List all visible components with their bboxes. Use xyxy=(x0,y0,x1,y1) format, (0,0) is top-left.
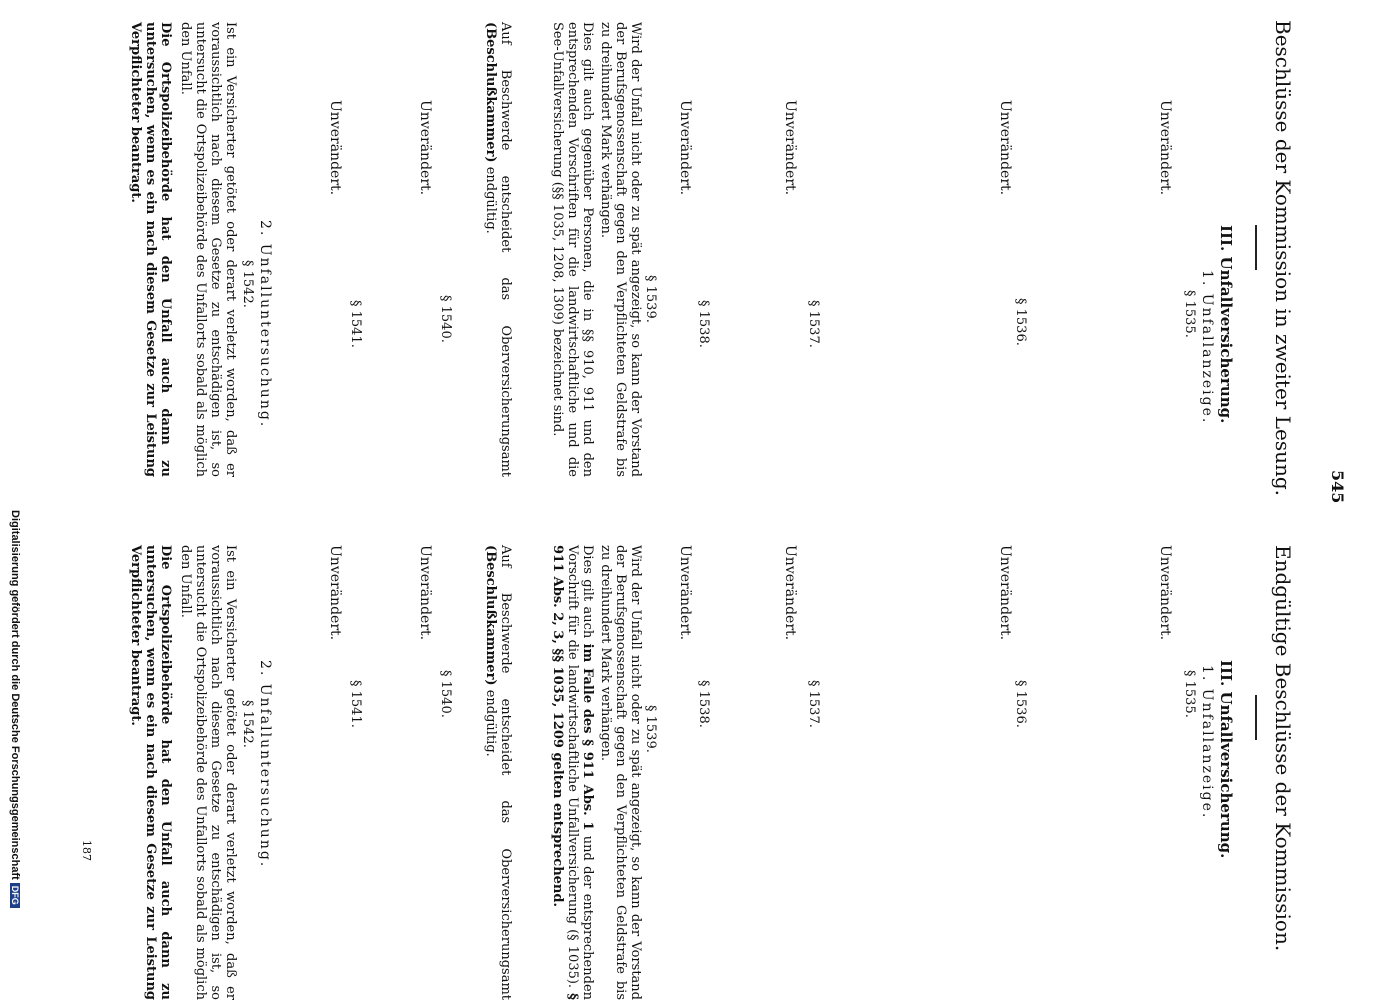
footer-page-ref: 187 xyxy=(80,840,93,861)
right-text-1539-b3: und der entsprechenden Vorschrift für die landwirtschaftliche Unfallversicherung (§ 1035). xyxy=(565,545,595,1000)
title-rule-left xyxy=(1255,225,1257,270)
right-unchanged-1535: Unverändert. xyxy=(1157,545,1173,641)
left-paragraph-1536: § 1536. xyxy=(1013,298,1028,346)
right-text-1539-c xyxy=(483,545,513,1000)
left-text-1539-c xyxy=(483,22,513,477)
left-text-1539-c1: Auf Beschwerde entscheidet das Oberversicherungsamt xyxy=(498,22,513,477)
title-rule-right xyxy=(1255,695,1257,740)
right-unchanged-1537: Unverändert. xyxy=(782,545,798,641)
left-text-1539-b: Dies gilt auch gegenüber Personen, die in §§ 910, 911 und den entsprechenden Vorschriften für die landwirtschaftliche und die See-Unfallversicherung (§§ 1035, 1208, 1309) bezeichnet sind. xyxy=(550,22,595,477)
digitization-note-text: Digitalisierung gefördert durch die Deutsche Forschungsgemeinschaft xyxy=(9,510,21,880)
right-unchanged-1538: Unverändert. xyxy=(677,545,693,641)
right-text-1542-a: Ist ein Versicherter getötet oder derart verletzt worden, daß er voraussichtlich nach diesem Gesetze zu entschädigen ist, so untersucht die Ortspolizeibehörde des Unfallorts sobald als möglich den Unfall. xyxy=(178,545,238,1000)
right-paragraph-1538: § 1538. xyxy=(696,680,711,728)
left-paragraph-1540: § 1540. xyxy=(438,295,453,343)
right-paragraph-1536: § 1536. xyxy=(1013,680,1028,728)
left-text-1539-c3: endgültig. xyxy=(483,166,498,234)
right-text-1539-a: Wird der Unfall nicht oder zu spät angezeigt, so kann der Vorstand der Berufsgenossenschaft gegen den Verpflichteten Geldstrafe bis zu dreihundert Mark verhängen. xyxy=(598,545,643,1000)
left-subsection-unfallanzeige: 1. Unfallanzeige. xyxy=(1199,270,1215,425)
right-paragraph-1537: § 1537. xyxy=(806,680,821,728)
left-unchanged-1538: Unverändert. xyxy=(677,100,693,196)
right-paragraph-1541: § 1541. xyxy=(348,680,363,728)
left-subsection-unfalluntersuchung: 2. Unfalluntersuchung. xyxy=(257,220,273,429)
left-text-1542-b: Die Ortspolizeibehörde hat den Unfall auch dann zu untersuchen, wenn es ein nach diesem Gesetze zur Leistung Verpflichteter beantragt. xyxy=(128,22,173,477)
dfg-logo: DFG xyxy=(10,883,20,908)
right-text-1539-b1: Dies gilt auch xyxy=(580,545,595,639)
right-paragraph-1535: § 1535. xyxy=(1182,670,1197,718)
right-paragraph-1542: § 1542. xyxy=(240,700,255,748)
left-unchanged-1536: Unverändert. xyxy=(997,100,1013,196)
right-paragraph-1539: § 1539. xyxy=(643,705,658,753)
left-unchanged-1537: Unverändert. xyxy=(782,100,798,196)
right-text-1539-b xyxy=(550,545,595,1000)
right-text-1539-b2: im Falle des § 911 Abs. 1 xyxy=(580,643,595,831)
right-subsection-unfallanzeige: 1. Unfallanzeige. xyxy=(1199,665,1215,820)
left-paragraph-1541: § 1541. xyxy=(348,300,363,348)
left-unchanged-1541: Unverändert. xyxy=(327,100,343,196)
left-text-1539-a: Wird der Unfall nicht oder zu spät angezeigt, so kann der Vorstand der Berufsgenossenschaft gegen den Verpflichteten Geldstrafe bis zu dreihundert Mark verhängen. xyxy=(598,22,643,477)
right-text-1539-b4: § 911 Abs. 2, 3, §§ 1035, 1209 gelten entsprechend. xyxy=(550,545,580,1000)
right-text-1542-b: Die Ortspolizeibehörde hat den Unfall auch dann zu untersuchen, wenn es ein nach diesem Gesetze zur Leistung Verpflichteter beantragt. xyxy=(128,545,173,1000)
left-unchanged-1535: Unverändert. xyxy=(1157,100,1173,196)
right-text-1539-c3: endgültig. xyxy=(483,689,498,757)
left-paragraph-1535: § 1535. xyxy=(1182,290,1197,338)
right-paragraph-1540: § 1540. xyxy=(438,670,453,718)
left-text-1542-a: Ist ein Versicherter getötet oder derart verletzt worden, daß er voraussichtlich nach diesem Gesetze zu entschädigen ist, so untersucht die Ortspolizeibehörde des Unfallorts sobald als möglich den Unfall. xyxy=(178,22,238,477)
right-section-title: III. Unfallversicherung. xyxy=(1217,660,1235,859)
left-section-title: III. Unfallversicherung. xyxy=(1217,225,1235,424)
right-unchanged-1540: Unverändert. xyxy=(417,545,433,641)
left-paragraph-1539: § 1539. xyxy=(643,275,658,323)
right-subsection-unfalluntersuchung: 2. Unfalluntersuchung. xyxy=(257,660,273,869)
right-column-title: Endgültige Beschlüsse der Kommission. xyxy=(1271,545,1295,952)
left-paragraph-1542: § 1542. xyxy=(240,260,255,308)
right-unchanged-1536: Unverändert. xyxy=(997,545,1013,641)
right-text-1539-c1: Auf Beschwerde entscheidet das Oberversicherungsamt xyxy=(498,545,513,1000)
right-text-1539-c2: (Beschlußkammer) xyxy=(483,545,498,686)
left-paragraph-1538: § 1538. xyxy=(696,300,711,348)
left-column-title: Beschlüsse der Kommission in zweiter Lesung. xyxy=(1271,20,1295,497)
left-text-1539-c2: (Beschlußkammer) xyxy=(483,22,498,163)
left-paragraph-1537: § 1537. xyxy=(806,300,821,348)
right-unchanged-1541: Unverändert. xyxy=(327,545,343,641)
left-unchanged-1540: Unverändert. xyxy=(417,100,433,196)
digitization-note xyxy=(9,510,21,908)
page-number: 545 xyxy=(1328,470,1347,504)
